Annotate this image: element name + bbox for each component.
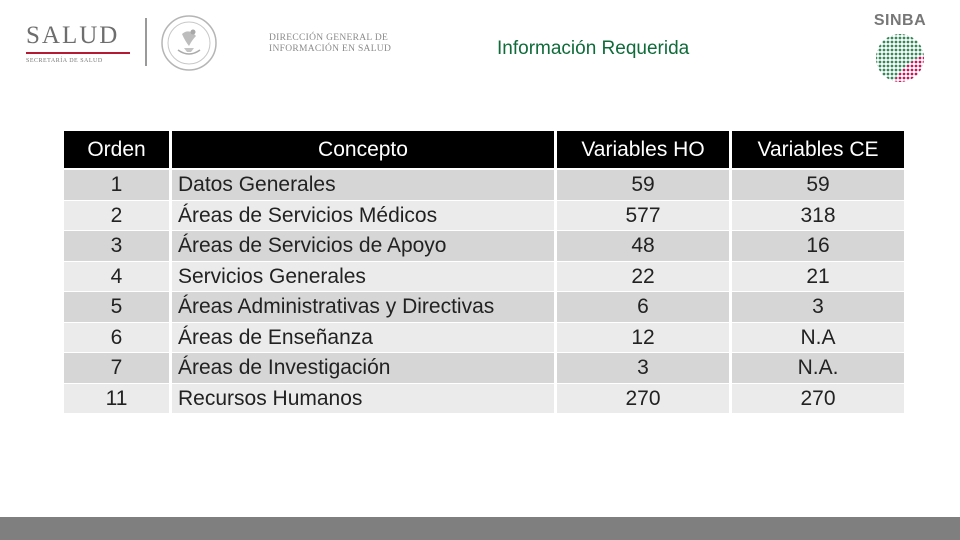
- cell-orden: 11: [64, 384, 169, 415]
- cell-variables-ho: 22: [557, 262, 729, 293]
- cell-variables-ho: 577: [557, 201, 729, 232]
- cell-orden: 6: [64, 323, 169, 354]
- table-row: [64, 323, 904, 354]
- cell-variables-ho: 12: [557, 323, 729, 354]
- header-variables-ho: Variables HO: [557, 131, 729, 170]
- salud-logo-word: SALUD: [26, 22, 120, 49]
- cell-variables-ce: 270: [732, 384, 904, 415]
- cell-concepto: Datos Generales: [172, 170, 554, 201]
- cell-variables-ce: 16: [732, 231, 904, 262]
- sinba-logo: [868, 12, 932, 84]
- cell-variables-ce: N.A.: [732, 353, 904, 384]
- table-row: [64, 201, 904, 232]
- cell-orden: 4: [64, 262, 169, 293]
- direccion-line-2: INFORMACIÓN EN SALUD: [269, 44, 392, 54]
- table-header-row: [64, 131, 904, 170]
- page-title: Información Requerida: [497, 38, 690, 59]
- salud-logo-subtitle: SECRETARÍA DE SALUD: [26, 58, 103, 64]
- table-row: [64, 384, 904, 415]
- cell-concepto: Áreas de Investigación: [172, 353, 554, 384]
- cell-variables-ho: 48: [557, 231, 729, 262]
- cell-variables-ce: N.A: [732, 323, 904, 354]
- cell-concepto: Áreas de Servicios de Apoyo: [172, 231, 554, 262]
- cell-orden: 1: [64, 170, 169, 201]
- table-row: [64, 231, 904, 262]
- direccion-line-1: DIRECCIÓN GENERAL DE: [269, 33, 389, 43]
- cell-concepto: Áreas Administrativas y Directivas: [172, 292, 554, 323]
- salud-logo: [26, 22, 138, 64]
- salud-logo-bar: [26, 52, 130, 54]
- header-orden: Orden: [64, 131, 169, 170]
- header-divider: [145, 18, 147, 66]
- cell-concepto: Recursos Humanos: [172, 384, 554, 415]
- cell-variables-ho: 6: [557, 292, 729, 323]
- header-concepto: Concepto: [172, 131, 554, 170]
- cell-variables-ce: 59: [732, 170, 904, 201]
- cell-variables-ho: 59: [557, 170, 729, 201]
- cell-concepto: Áreas de Enseñanza: [172, 323, 554, 354]
- cell-concepto: Servicios Generales: [172, 262, 554, 293]
- cell-variables-ho: 270: [557, 384, 729, 415]
- table-row: [64, 170, 904, 201]
- cell-orden: 7: [64, 353, 169, 384]
- cell-variables-ho: 3: [557, 353, 729, 384]
- table-row: [64, 292, 904, 323]
- cell-variables-ce: 3: [732, 292, 904, 323]
- cell-orden: 3: [64, 231, 169, 262]
- table-row: [64, 262, 904, 293]
- sinba-logo-word: SINBA: [873, 12, 927, 29]
- footer-bar: [0, 517, 960, 540]
- cell-variables-ce: 21: [732, 262, 904, 293]
- table-row: [64, 353, 904, 384]
- cell-orden: 5: [64, 292, 169, 323]
- cell-orden: 2: [64, 201, 169, 232]
- mexico-seal-icon: [160, 14, 218, 72]
- sinba-globe-icon: [874, 32, 926, 84]
- direccion-logo: [269, 33, 391, 55]
- header-variables-ce: Variables CE: [732, 131, 904, 170]
- requirements-table: [61, 131, 907, 414]
- cell-variables-ce: 318: [732, 201, 904, 232]
- cell-concepto: Áreas de Servicios Médicos: [172, 201, 554, 232]
